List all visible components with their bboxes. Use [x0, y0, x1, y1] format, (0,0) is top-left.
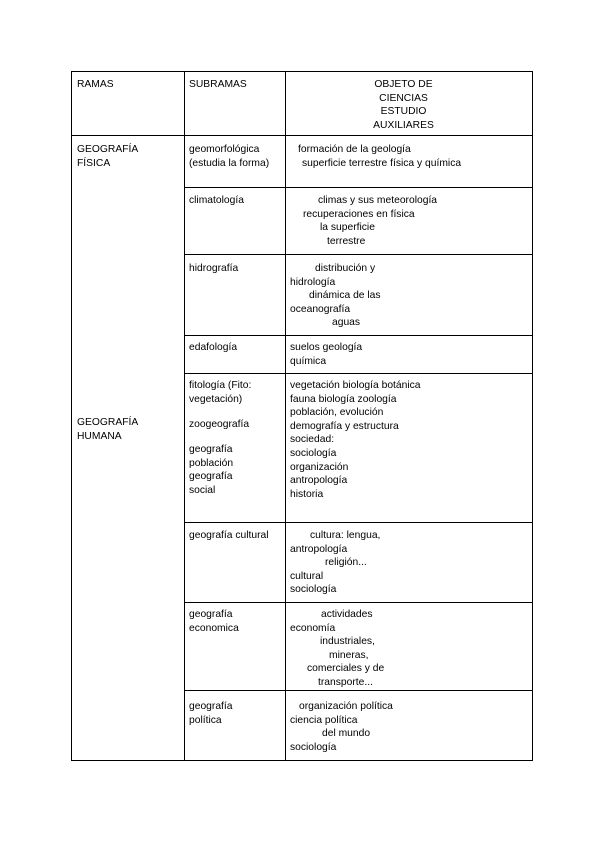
objeto-climatologia: climas y sus meteorología recuperaciones en física la superficie terrestre	[303, 195, 438, 247]
subrama-zoogeografia: zoogeografía	[189, 419, 250, 430]
row-divider	[184, 187, 533, 188]
row-divider	[184, 373, 533, 374]
objeto-geografia-politica: organización política ciencia política del mundo sociología	[290, 701, 393, 753]
subrama-fitologia: fitología (Fito: vegetación)	[189, 380, 252, 405]
column-divider	[184, 71, 185, 761]
objeto-geografia-economica: actividades economía industriales, mineras, comerciales y de transporte...	[290, 609, 385, 688]
header-subramas: SUBRAMAS	[189, 79, 247, 90]
rama-geografia-humana: GEOGRAFÍA HUMANA	[77, 417, 139, 442]
subrama-hidrografia: hidrografía	[189, 263, 239, 274]
subrama-geografia-poblacion-social: geografía población geografía social	[189, 444, 234, 496]
geography-branches-table	[71, 71, 532, 760]
subrama-edafologia: edafología	[189, 342, 238, 353]
subrama-geografia-cultural: geografía cultural	[189, 530, 269, 541]
table-border-left	[71, 71, 72, 761]
objeto-hidrografia: distribución y hidrología dinámica de las oceanografía aguas	[290, 263, 381, 329]
header-objeto: OBJETO DE CIENCIAS ESTUDIO AUXILIARES	[373, 79, 434, 131]
objeto-geografia-cultural: cultura: lengua, antropología religión... cultural sociología	[290, 530, 381, 596]
row-divider	[184, 335, 533, 336]
objeto-geomorfologica: formación de la geología superficie terrestre física y química	[298, 144, 462, 169]
row-divider	[184, 602, 533, 603]
column-divider	[285, 71, 286, 761]
objeto-edafologia: suelos geología química	[290, 342, 363, 367]
header-ramas: RAMAS	[77, 79, 114, 90]
table-border-top	[71, 71, 533, 72]
subrama-geografia-economica: geografía economica	[189, 609, 239, 634]
subrama-geografia-politica: geografía política	[189, 701, 233, 726]
subrama-geomorfologica: geomorfológica (estudia la forma)	[189, 144, 270, 169]
row-divider	[184, 254, 533, 255]
table-border-bottom	[71, 760, 533, 761]
row-divider	[184, 522, 533, 523]
row-divider	[71, 135, 533, 136]
row-divider	[184, 690, 533, 691]
objeto-fitologia-zoogeografia-poblacion: vegetación biología botánica fauna biología zoología población, evolución demografía y estructura sociedad: sociología organización antropología historia	[290, 380, 421, 500]
subrama-climatologia: climatología	[189, 195, 244, 206]
table-border-right	[532, 71, 533, 761]
rama-geografia-fisica: GEOGRAFÍA FÍSICA	[77, 144, 139, 169]
